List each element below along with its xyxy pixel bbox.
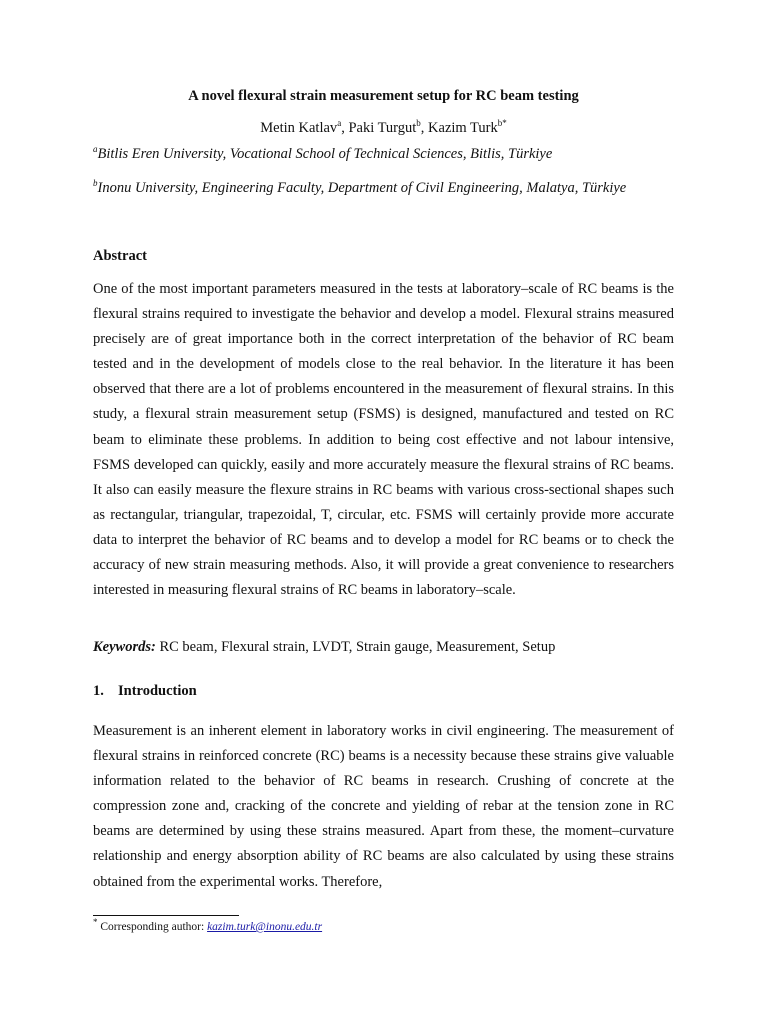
affiliation-a bbox=[93, 146, 693, 163]
author-name: Metin Katlav bbox=[260, 120, 338, 136]
footnote-marker: * bbox=[93, 917, 98, 928]
paper-title: A novel flexural strain measurement setup for RC beam testing bbox=[188, 88, 579, 104]
author-name: Paki Turgut bbox=[348, 120, 417, 136]
section-number: 1. bbox=[93, 683, 104, 699]
footnote-label: Corresponding author: bbox=[97, 921, 208, 933]
author-separator: , bbox=[420, 120, 429, 136]
author-affiliation-marker: b bbox=[416, 118, 421, 129]
keywords-line bbox=[93, 639, 674, 656]
author-affiliation-marker: b* bbox=[497, 118, 507, 129]
introduction-text: Measurement is an inherent element in laboratory works in civil engineering. The measurement of flexural strains in reinforced concrete (RC) beams is a necessity because these strains give valuable information related to the behavior of RC beams in research. Crushing of concrete at the compression zone and, cracking of the concrete and yielding of rebar at the tension zone in RC beams are determined by using these strains measured. Apart from these, the moment–curvature relationship and energy absorption ability of RC beams are also calculated by using these strains obtained from the experimental works. Therefore, bbox=[93, 723, 674, 890]
affiliation-text: Inonu University, Engineering Faculty, Department of Civil Engineering, Malatya, Türkiye bbox=[97, 180, 627, 196]
abstract-text: One of the most important parameters measured in the tests at laboratory–scale of RC beams is the flexural strains required to investigate the behavior and develop a model. Flexural strains measured precisely are of great importance both in the correct interpretation of the behavior of RC beam tested and in the development of models close to the real behavior. In the literature it has been observed that there are a lot of problems encountered in the measurement of flexural strains. In this study, a flexural strain measurement setup (FSMS) is designed, manufactured and tested on RC beam to eliminate these problems. In addition to being cost effective and not labour intensive, FSMS developed can quickly, easily and more accurately measure the flexural strains of RC beams. It also can easily measure the flexure strains in RC beams with various cross-sectional shapes such as rectangular, triangular, trapezoidal, T, circular, etc. FSMS will certainly provide more accurate data to interpret the behavior of RC beams and to develop a model for RC beams or to check the accuracy of new strain measuring methods. Also, it will provide a great convenience to researchers interested in measuring flexural strains of RC beams in laboratory–scale. bbox=[93, 281, 674, 599]
paper-page bbox=[93, 0, 674, 1024]
author-list bbox=[93, 120, 674, 137]
introduction-heading bbox=[93, 683, 197, 700]
footnote bbox=[93, 917, 323, 933]
keywords-label: Keywords: bbox=[93, 639, 156, 655]
keywords-text: RC beam, Flexural strain, LVDT, Strain gauge, Measurement, Setup bbox=[159, 639, 556, 655]
section-title: Introduction bbox=[118, 683, 197, 699]
abstract-heading: Abstract bbox=[93, 248, 147, 264]
corresponding-email-link[interactable]: kazim.turk@inonu.edu.tr bbox=[207, 921, 323, 933]
footnote-rule bbox=[93, 915, 239, 916]
author-affiliation-marker: a bbox=[337, 118, 342, 129]
affiliation-b bbox=[93, 180, 693, 197]
author-name: Kazim Turk bbox=[428, 120, 498, 136]
affiliation-marker: a bbox=[93, 144, 98, 155]
affiliation-marker: b bbox=[93, 178, 98, 189]
author-separator: , bbox=[341, 120, 349, 136]
affiliation-text: Bitlis Eren University, Vocational School of Technical Sciences, Bitlis, Türkiye bbox=[97, 146, 553, 162]
